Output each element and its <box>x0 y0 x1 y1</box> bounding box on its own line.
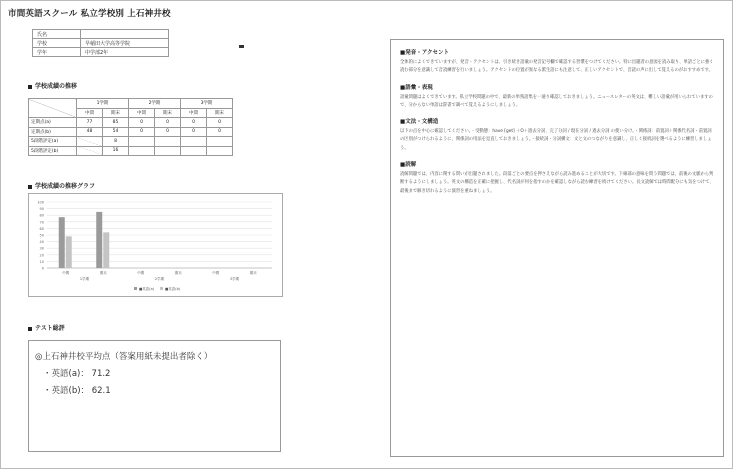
grade-cell <box>77 146 103 156</box>
x-tick-label: 期末 <box>249 271 257 275</box>
grade-cell <box>77 137 103 147</box>
info-row <box>33 48 169 57</box>
bar-a <box>59 217 65 268</box>
legend-swatch <box>160 287 163 290</box>
grades-corner-cell <box>29 99 77 118</box>
table-row <box>29 118 233 128</box>
row-label: 定期点(b) <box>29 127 77 137</box>
subhead: 期末 <box>207 108 233 118</box>
info-value: 中学部2年 <box>81 48 169 57</box>
grades-chart <box>28 193 283 297</box>
comment-heading: ■文法・文構造 <box>400 119 439 126</box>
y-tick-label: 20 <box>39 253 44 258</box>
subhead: 期末 <box>103 108 129 118</box>
x-tick-label: 中間 <box>62 271 70 275</box>
y-tick-label: 90 <box>39 207 44 212</box>
grade-cell: 0 <box>181 127 207 137</box>
grade-cell <box>129 137 155 147</box>
y-tick-label: 50 <box>39 233 44 238</box>
grade-cell <box>155 137 181 147</box>
comment-heading: ■読解 <box>400 162 417 169</box>
subhead: 期末 <box>155 108 181 118</box>
term-header: 2学期 <box>129 99 181 109</box>
x-group-label: 2学期 <box>154 277 165 281</box>
subhead: 中間 <box>181 108 207 118</box>
x-tick-label: 期末 <box>174 271 182 275</box>
grades-chart-svg <box>29 194 282 296</box>
legend-label: ■英語(b) <box>165 286 181 291</box>
grade-cell: 85 <box>103 118 129 128</box>
grade-cell <box>207 146 233 156</box>
grades-term-row <box>29 99 233 109</box>
row-label: 5段階評定(b) <box>29 146 77 156</box>
y-tick-label: 40 <box>39 240 44 245</box>
bullet-icon <box>28 185 32 189</box>
info-row <box>33 30 169 39</box>
test-average-b: ・英語(b)： 62.1 <box>43 386 111 396</box>
comment-body: 以下の点を中心に確認してください。・受動態：have [get] ＋O＋過去分詞、完了分詞 / 現在分詞 / 過去分詞 の使い分け。・関係詞：前置詞＋関係代名詞・前置詞の区別がつけられるように、関係詞の用法を見直しておきましょう。・接続詞・分詞構文：文と文のつながりを意識し、正しく接続詞を選べるように練習しましょう。 <box>400 129 712 151</box>
grade-cell: 54 <box>103 127 129 137</box>
x-tick-label: 期末 <box>99 271 107 275</box>
table-row <box>29 146 233 156</box>
grade-cell: 0 <box>207 127 233 137</box>
comment-heading: ■発音・アクセント <box>400 50 450 56</box>
grade-cell <box>129 146 155 156</box>
grade-cell: 16 <box>103 146 129 156</box>
grade-cell <box>155 146 181 156</box>
legend-label: ■英語(a) <box>139 286 155 291</box>
test-average-a: ・英語(a)： 71.2 <box>43 369 111 379</box>
grade-cell: 0 <box>155 118 181 128</box>
term-header: 3学期 <box>181 99 233 109</box>
grade-cell <box>181 137 207 147</box>
section-title-test: テスト総評 <box>28 323 65 332</box>
row-label: 5段階評定(a) <box>29 137 77 147</box>
info-value <box>81 30 169 39</box>
bar-a <box>96 212 102 268</box>
bullet-icon <box>28 85 32 89</box>
grade-cell: 0 <box>155 127 181 137</box>
grade-cell: 0 <box>181 118 207 128</box>
comment-body: 読解問題では、内容に関する問いが出題されました。段落ごとの要点を押さえながら読み進めることが大切です。下線部の意味を問う問題では、前後の文脈から判断するようにしましょう。英文の構造を正確に把握し、代名詞が何を指すのかを確認しながら読む練習を続けてください。長文読解では時間配分にも気をつけて、最後まで解き切れるように演習を重ねましょう。 <box>400 172 714 194</box>
grades-table <box>28 98 233 156</box>
table-row <box>29 127 233 137</box>
grade-cell: 77 <box>77 118 103 128</box>
info-key: 氏名 <box>33 30 81 39</box>
x-tick-label: 中間 <box>137 271 145 275</box>
bar-b <box>66 236 72 268</box>
term-header: 1学期 <box>77 99 129 109</box>
y-tick-label: 10 <box>39 259 44 264</box>
y-tick-label: 60 <box>39 226 44 231</box>
info-row <box>33 39 169 48</box>
x-group-label: 1学期 <box>79 277 90 281</box>
grade-cell: 0 <box>129 127 155 137</box>
grade-cell: 0 <box>129 118 155 128</box>
x-group-label: 3学期 <box>229 277 240 281</box>
section-title-chart: 学校成績の推移グラフ <box>28 181 95 190</box>
table-row <box>29 137 233 147</box>
y-tick-label: 30 <box>39 246 44 251</box>
y-tick-label: 100 <box>37 200 44 205</box>
student-info-table <box>32 29 169 57</box>
grade-cell: 48 <box>77 127 103 137</box>
info-value: 早稲田大学高等学院 <box>81 39 169 48</box>
row-label: 定期点(a) <box>29 118 77 128</box>
y-tick-label: 80 <box>39 213 44 218</box>
comment-body: 語彙問題はよくできています。私立学校問題の中で、最新の単熟語集を一通り確認しておきましょう。ニュースレターの英文は、難しい語彙が用いられていますので、分からない単語は辞書で調べて覚えるようにしましょう。 <box>400 94 713 108</box>
y-tick-label: 70 <box>39 220 44 225</box>
comments-panel <box>390 39 724 457</box>
legend-swatch <box>134 287 137 290</box>
info-key: 学校 <box>33 39 81 48</box>
comment-heading: ■語彙・表現 <box>400 84 433 91</box>
grade-cell: 8 <box>103 137 129 147</box>
test-summary-box <box>28 340 281 452</box>
x-tick-label: 中間 <box>212 271 220 275</box>
bar-b <box>103 232 109 268</box>
grade-cell: 0 <box>207 118 233 128</box>
comment-body: 全体的によくできていますが、発音・アクセントは、引き続き語彙の発音記号欄で確認する習慣をつけてください。特に出題者の意図を読み取り、単語ごとに強く読む部分を意識して音読練習を行いましょう。アクセントの位置が異なる派生語にも注意して、正しいアクセントで、音読の声に出して覚えるのがおすすめです。 <box>400 60 714 74</box>
info-key: 学年 <box>33 48 81 57</box>
grade-cell <box>207 137 233 147</box>
grade-cell <box>181 146 207 156</box>
test-summary-heading: ◎上石神井校平均点（答案用紙未提出者除く） <box>35 352 213 362</box>
bullet-icon <box>28 327 32 331</box>
y-tick-label: 0 <box>41 266 44 271</box>
subhead: 中間 <box>129 108 155 118</box>
page-title: 市間英語スクール 私立学校別 上石神井校 <box>8 9 171 19</box>
subhead: 中間 <box>77 108 103 118</box>
decorative-mark <box>239 45 244 48</box>
section-title-grades: 学校成績の推移 <box>28 81 77 90</box>
